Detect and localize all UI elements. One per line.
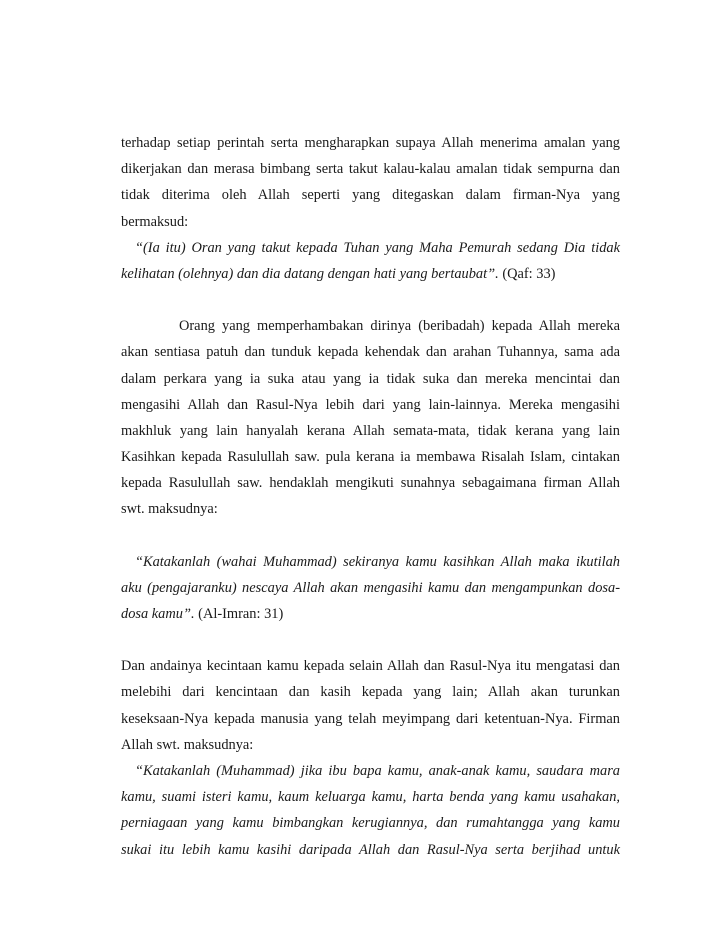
quote-line: perniagaan yang kamu bimbangkan kerugiannya, dan rumahtangga yang kamu [121, 815, 620, 832]
quote-al-imran-31 [121, 549, 620, 628]
text-line: bermaksud: [121, 213, 189, 230]
paragraph-2 [121, 313, 620, 523]
text-line: terhadap setiap perintah serta mengharapkan supaya Allah menerima amalan yang [121, 135, 620, 151]
quote-line: “Katakanlah (Muhammad) jika ibu bapa kamu, anak-anak kamu, saudara mara [135, 762, 620, 779]
text-line: dikerjakan dan merasa bimbang serta takut kalau-kalau amalan tidak sempurna dan [121, 161, 620, 178]
quote-line [121, 261, 620, 287]
text-line: melebihi dari kencintaan dan kasih kepada yang lain; Allah akan turunkan [121, 684, 620, 701]
quote-text: dosa kamu”. [121, 606, 195, 622]
text-line: akan sentiasa patuh dan tunduk kepada kehendak dan arahan Tuhannya, sama ada [121, 344, 620, 361]
quote-at-taubah [121, 758, 620, 863]
quote-line: kamu, suami isteri kamu, kaum keluarga kamu, harta benda yang kamu usahakan, [121, 789, 620, 806]
text-line: Dan andainya kecintaan kamu kepada selain Allah dan Rasul-Nya itu mengatasi dan [121, 658, 620, 675]
quote-line [121, 601, 620, 627]
text-line: Orang yang memperhambakan dirinya (beribadah) kepada Allah mereka [179, 318, 620, 335]
spacer [121, 287, 620, 313]
text-line: makhluk yang lain hanyalah kerana Allah semata-mata, tidak kerana yang lain [121, 422, 620, 439]
text-line: mengasihi Allah dan Rasul-Nya lebih dari yang lain-lainnya. Mereka mengasihi [121, 396, 620, 413]
quote-reference: (Qaf: 33) [498, 265, 556, 282]
text-line: swt. maksudnya: [121, 501, 218, 518]
paragraph-1 [121, 130, 620, 235]
quote-line: “Katakanlah (wahai Muhammad) sekiranya kamu kasihkan Allah maka ikutilah [135, 553, 620, 570]
quote-reference: (Al-Imran: 31) [194, 606, 284, 622]
text-line: Allah swt. maksudnya: [121, 736, 254, 753]
quote-line: aku (pengajaranku) nescaya Allah akan mengasihi kamu dan mengampunkan dosa- [121, 579, 620, 596]
quote-line: sukai itu lebih kamu kasihi daripada Allah dan Rasul-Nya serta berjihad untuk [121, 841, 620, 858]
paragraph-3 [121, 653, 620, 758]
text-line: tidak diterima oleh Allah seperti yang ditegaskan dalam firman-Nya yang [121, 187, 620, 204]
quote-text: kelihatan (olehnya) dan dia datang dengan hati yang bertaubat”. [121, 265, 499, 282]
text-line: Kasihkan kepada Rasulullah saw. pula kerana ia membawa Risalah Islam, cintakan [121, 449, 620, 466]
text-line: dalam perkara yang ia suka atau yang ia tidak suka dan mereka mencintai dan [121, 370, 620, 387]
quote-qaf-33 [121, 235, 620, 287]
spacer [121, 523, 620, 549]
text-line: kepada Rasulullah saw. hendaklah mengikuti sunahnya sebagaimana firman Allah [121, 475, 620, 492]
quote-line: “(Ia itu) Oran yang takut kepada Tuhan yang Maha Pemurah sedang Dia tidak [135, 239, 620, 256]
text-line: keseksaan-Nya kepada manusia yang telah meyimpang dari ketentuan-Nya. Firman [121, 710, 620, 727]
spacer [121, 627, 620, 653]
document-page [121, 130, 620, 863]
